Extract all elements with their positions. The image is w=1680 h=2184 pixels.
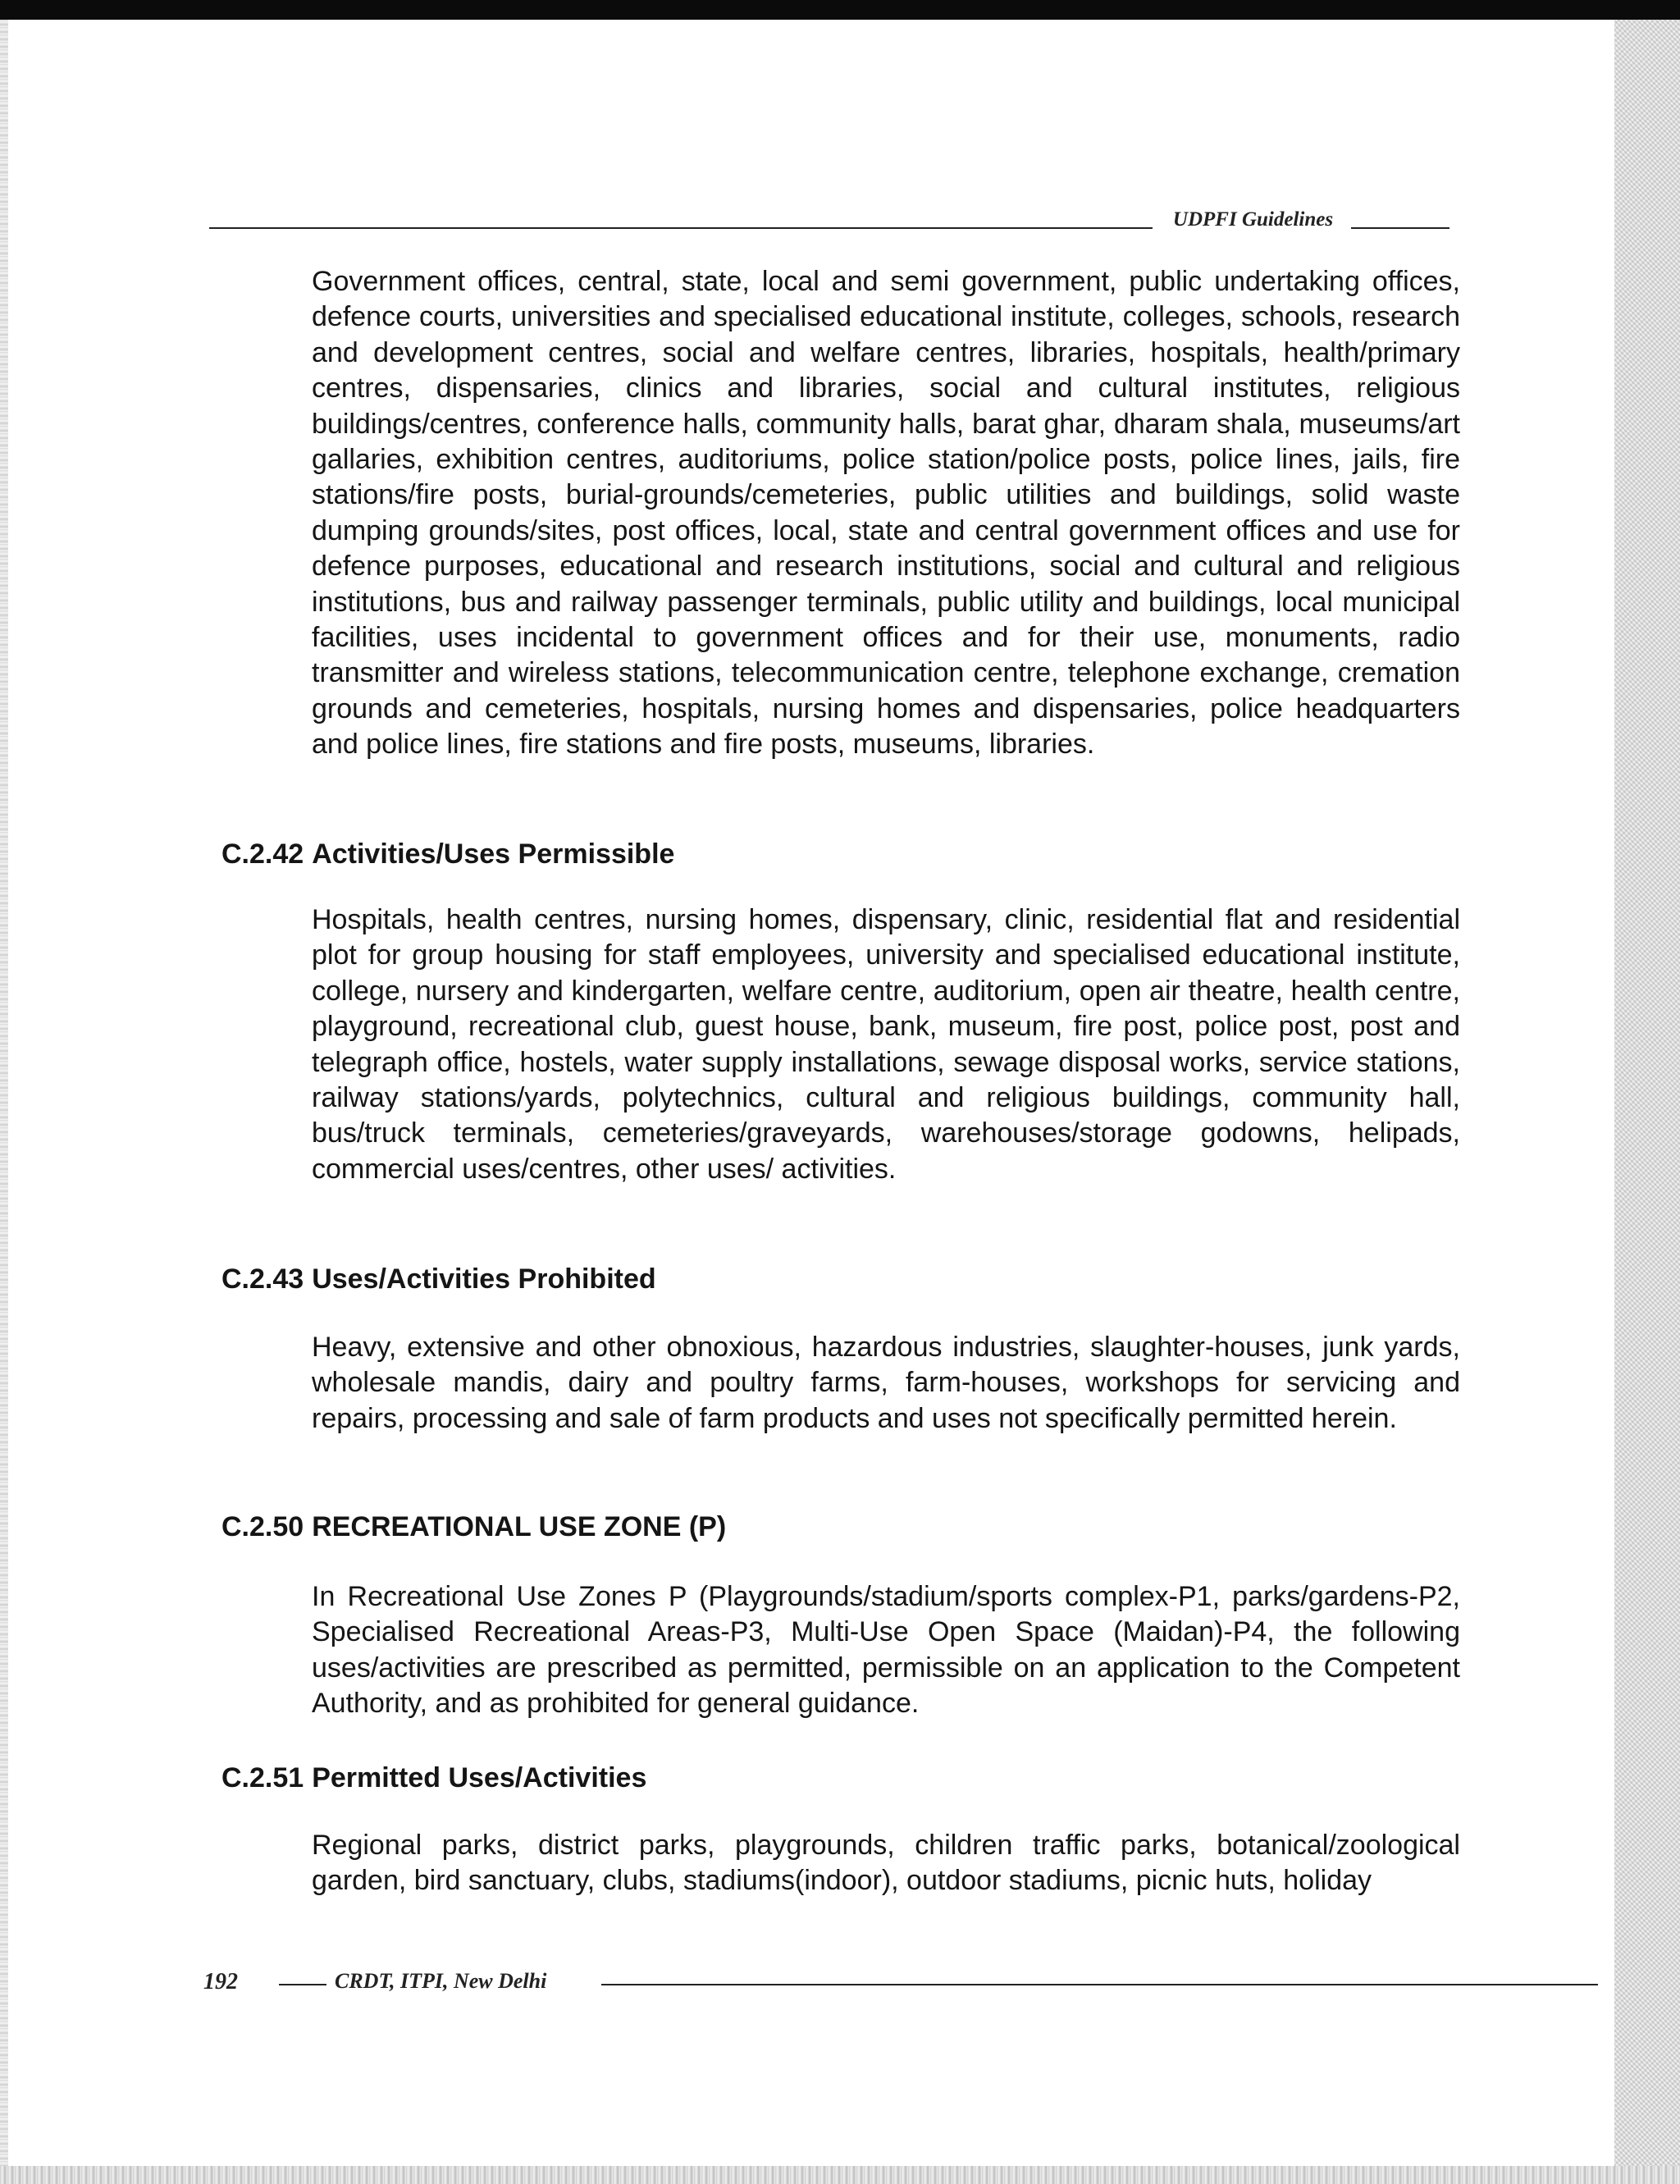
- footer-rule-left: [279, 1984, 326, 1985]
- scan-right-edge-noise: [1614, 20, 1680, 2169]
- section-number: C.2.50: [221, 1511, 304, 1542]
- section-number: C.2.51: [221, 1762, 304, 1793]
- section-heading: [221, 1511, 726, 1543]
- paragraph-permitted-uses: Regional parks, district parks, playgrounds, children traffic parks, botanical/zoological garden, bird sanctuary, clubs, stadiums(indoor), outdoor stadiums, picnic huts, holiday: [312, 1830, 1460, 1897]
- section-title: RECREATIONAL USE ZONE (P): [312, 1511, 727, 1542]
- section-number: C.2.43: [221, 1263, 304, 1295]
- section-title: Activities/Uses Permissible: [312, 838, 675, 870]
- section-heading: [221, 838, 674, 870]
- running-header-title: UDPFI Guidelines: [1172, 208, 1334, 231]
- paragraph-uses-prohibited: Heavy, extensive and other obnoxious, hazardous industries, slaughter-houses, junk yards, wholesale mandis, dairy and poultry farms, farm-houses, workshops for servicing and repairs, processing and sale of farm products and uses not specifically permitted herein.: [312, 1332, 1460, 1434]
- header-rule-left: [209, 227, 1153, 229]
- running-header: [209, 205, 1449, 233]
- footer-rule-right: [601, 1984, 1598, 1985]
- section-title: Permitted Uses/Activities: [312, 1762, 647, 1793]
- paragraph-activities-permissible: Hospitals, health centres, nursing homes, dispensary, clinic, residential flat and residential plot for group housing for staff employees, university and specialised educational institute, college, nursery and kindergarten, welfare centre, auditorium, open air theatre, health centre, playground, recreational club, guest house, bank, museum, fire post, police post, post and telegraph office, hostels, water supply installations, sewage disposal works, service stations, railway stations/yards, polytechnics, cultural and religious buildings, community hall, bus/truck terminals, cemeteries/graveyards, warehouses/storage godowns, helipads, commercial uses/centres, other uses/ activities.: [312, 904, 1460, 1185]
- scan-bottom-edge: [0, 2166, 1680, 2184]
- page-number: 192: [203, 1969, 238, 1994]
- scan-left-edge: [0, 20, 8, 2169]
- section-title: Uses/Activities Prohibited: [312, 1263, 656, 1295]
- page-footer: [203, 1967, 1401, 1997]
- header-rule-right: [1351, 227, 1449, 229]
- section-heading: [221, 1762, 646, 1794]
- paragraph-public-semipublic-uses: Government offices, central, state, local and semi government, public undertaking offices, defence courts, universities and specialised educational institute, colleges, schools, research and development centres, social and welfare centres, libraries, hospitals, health/primary centres, dispensaries, clinics and libraries, social and cultural institutes, religious buildings/centres, conference halls, community halls, barat ghar, dharam shala, museums/art gallaries, exhibition centres, auditoriums, police station/police posts, police lines, jails, fire stations/fire posts, burial-grounds/cemeteries, public utilities and buildings, solid waste dumping grounds/sites, post offices, local, state and central government offices and use for defence purposes, educational and research institutions, social and cultural and religious institutions, bus and railway passenger terminals, public utility and buildings, local municipal facilities, uses incidental to government offices and for their use, monuments, radio transmitter and wireless stations, telecommunication centre, telephone exchange, cremation grounds and cemeteries, hospitals, nursing homes and dispensaries, police headquarters and police lines, fire stations and fire posts, museums, libraries.: [312, 266, 1460, 761]
- section-heading: [221, 1263, 656, 1295]
- paragraph-recreational-use-zone: In Recreational Use Zones P (Playgrounds/stadium/sports complex-P1, parks/gardens-P2, Specialised Recreational Areas-P3, Multi-Use Open Space (Maidan)-P4, the following uses/activities are prescribed as permitted, permissible on an application to the Competent Authority, and as prohibited for general guidance.: [312, 1581, 1460, 1720]
- section-number: C.2.42: [221, 838, 304, 870]
- footer-publisher: CRDT, ITPI, New Delhi: [335, 1969, 547, 1993]
- scan-top-border: [0, 0, 1680, 20]
